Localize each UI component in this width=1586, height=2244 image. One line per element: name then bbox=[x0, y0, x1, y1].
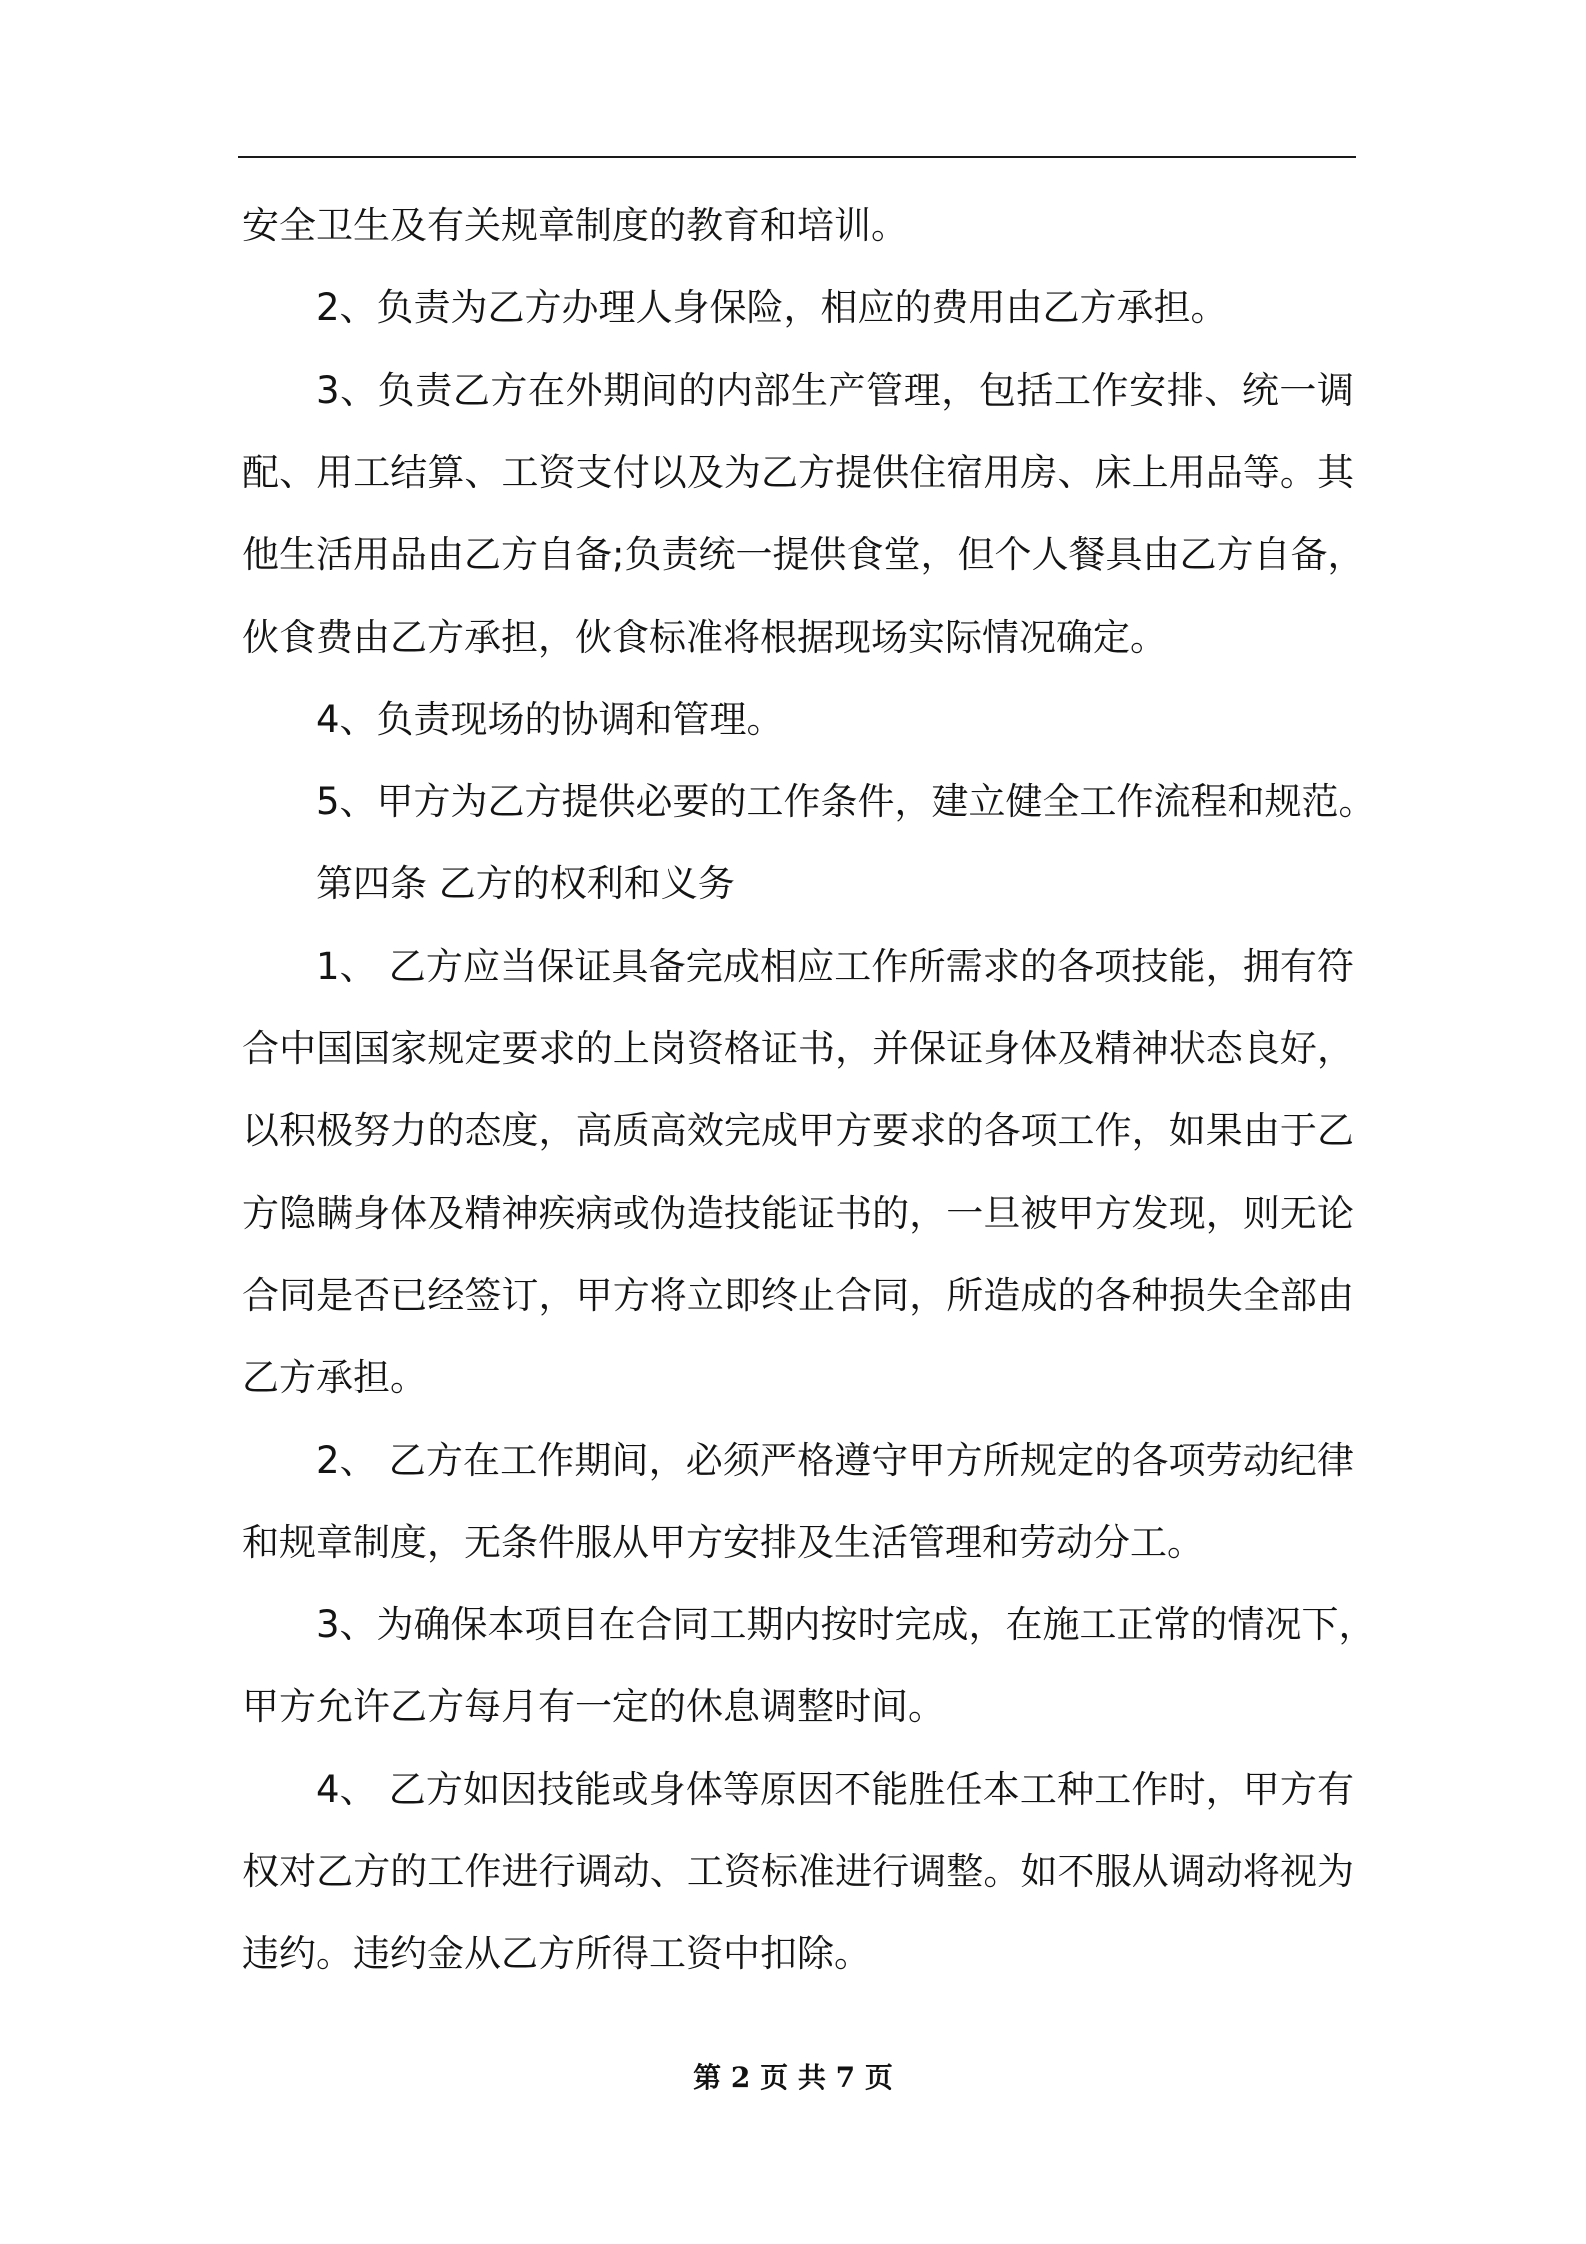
text-line: 和规章制度，无条件服从甲方安排及生活管理和劳动分工。 bbox=[242, 1520, 1204, 1564]
text-line: 4、负责现场的协调和管理。 bbox=[316, 697, 784, 741]
text-line: 合中国国家规定要求的上岗资格证书，并保证身体及精神状态良好， bbox=[242, 1027, 1354, 1070]
text-line: 2、 乙方在工作期间，必须严格遵守甲方所规定的各项劳动纪律 bbox=[316, 1438, 1354, 1482]
text-line: 以积极努力的态度，高质高效完成甲方要求的各项工作，如果由于乙 bbox=[242, 1109, 1354, 1153]
text-line: 配、用工结算、工资支付以及为乙方提供住宿用房、床上用品等。其 bbox=[242, 450, 1354, 494]
text-line: 3、负责乙方在外期间的内部生产管理，包括工作安排、统一调 bbox=[316, 368, 1354, 412]
text-line: 2、负责为乙方办理人身保险，相应的费用由乙方承担。 bbox=[316, 286, 1228, 330]
text-line: 第四条 乙方的权利和义务 bbox=[316, 862, 735, 906]
page-number-footer: 第 2 页 共 7 页 bbox=[693, 2061, 893, 2094]
text-line: 甲方允许乙方每月有一定的休息调整时间。 bbox=[242, 1685, 945, 1729]
text-line: 安全卫生及有关规章制度的教育和培训。 bbox=[242, 204, 908, 247]
text-line: 违约。违约金从乙方所得工资中扣除。 bbox=[242, 1932, 871, 1976]
text-line: 他生活用品由乙方自备;负责统一提供食堂，但个人餐具由乙方自备， bbox=[242, 533, 1365, 577]
text-line: 1、 乙方应当保证具备完成相应工作所需求的各项技能，拥有符 bbox=[316, 944, 1354, 988]
header-rule bbox=[238, 156, 1356, 158]
text-line: 伙食费由乙方承担，伙食标准将根据现场实际情况确定。 bbox=[242, 615, 1167, 659]
text-line: 乙方承担。 bbox=[242, 1356, 427, 1400]
text-line: 5、甲方为乙方提供必要的工作条件，建立健全工作流程和规范。 bbox=[316, 780, 1376, 824]
text-line: 3、为确保本项目在合同工期内按时完成，在施工正常的情况下， bbox=[316, 1603, 1376, 1647]
text-line: 权对乙方的工作进行调动、工资标准进行调整。如不服从调动将视为 bbox=[242, 1850, 1354, 1893]
text-line: 方隐瞒身体及精神疾病或伪造技能证书的，一旦被甲方发现，则无论 bbox=[242, 1191, 1354, 1235]
text-line: 4、 乙方如因技能或身体等原因不能胜任本工种工作时，甲方有 bbox=[316, 1767, 1354, 1811]
text-line: 合同是否已经签订，甲方将立即终止合同，所造成的各种损失全部由 bbox=[242, 1273, 1354, 1317]
